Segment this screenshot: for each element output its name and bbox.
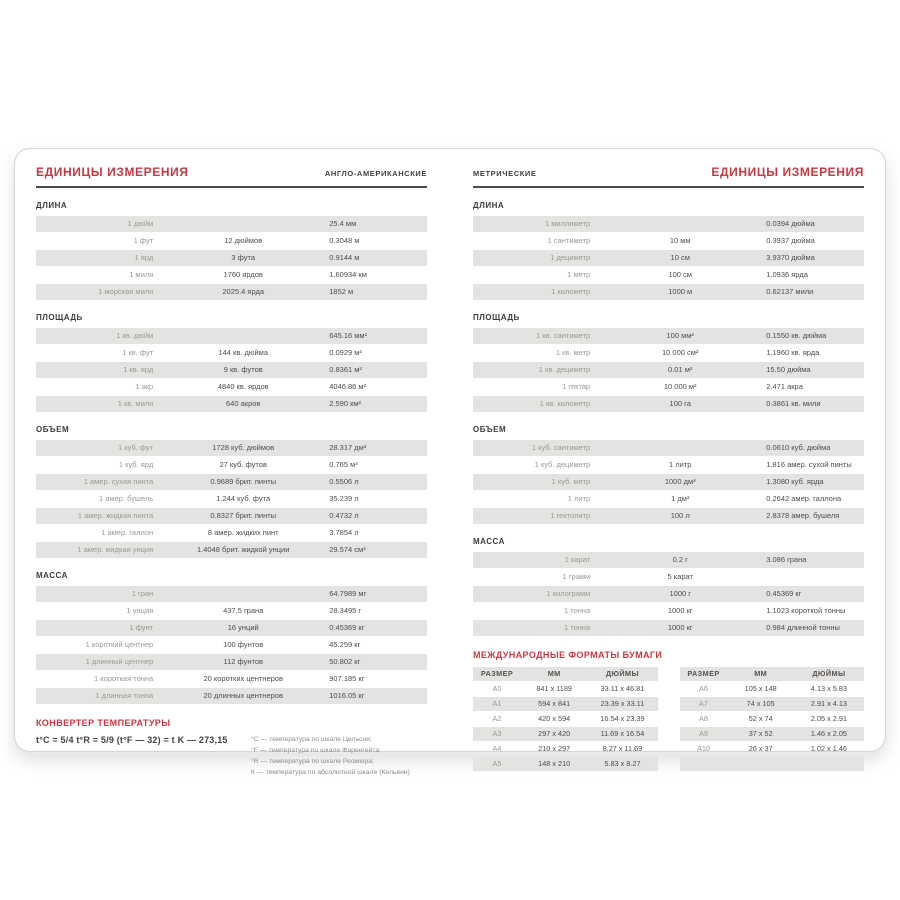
table-cell: A1	[492, 699, 502, 708]
table-cell: 1000 дм³	[664, 477, 696, 486]
table-cell: 1 дюйм	[127, 219, 154, 228]
table-cell: 9 кв. футов	[223, 365, 263, 374]
left-page	[36, 162, 427, 776]
header-rule	[473, 186, 864, 188]
table-cell: 35.239 л	[329, 494, 359, 503]
table-cell: 1.1023 короткой тонны	[766, 606, 846, 615]
table-cell: 640 акров	[226, 399, 261, 408]
table-row	[36, 586, 427, 602]
table-cell: ДЮЙМЫ	[605, 669, 640, 678]
table-cell: 2.05 x 2.91	[810, 714, 847, 723]
table-row	[473, 569, 864, 585]
table-row	[36, 440, 427, 456]
table-cell: 210 x 297	[538, 744, 571, 753]
table-cell: 148 x 210	[538, 759, 571, 768]
table-row	[36, 345, 427, 361]
table-cell: A8	[699, 714, 708, 723]
table-cell: 1760 ярдов	[223, 270, 263, 279]
table-row	[36, 474, 427, 490]
table-cell: 1 амер. жидкая пинта	[77, 511, 154, 520]
table-cell: 100 см	[668, 270, 692, 279]
table-row	[36, 396, 427, 412]
table-cell: 2.590 км²	[329, 399, 362, 408]
table-row	[36, 508, 427, 524]
table-row	[36, 267, 427, 283]
table-row	[473, 345, 864, 361]
table-cell: A5	[492, 759, 502, 768]
table-cell: 1 грамм	[562, 572, 591, 581]
table-cell: 1 литр	[567, 494, 591, 503]
table-cell: 1 тонна	[563, 606, 591, 615]
table-cell: 25.4 мм	[329, 219, 357, 228]
paper-formats-title: МЕЖДУНАРОДНЫЕ ФОРМАТЫ БУМАГИ	[473, 650, 663, 660]
table-cell: 1 кв. метр	[555, 348, 591, 357]
table-cell: 1 куб. ярд	[118, 460, 154, 469]
table-cell: A6	[699, 684, 708, 693]
table-row	[36, 654, 427, 670]
table-row	[473, 682, 658, 696]
table-cell: 1 кв. сантиметр	[536, 331, 591, 340]
table-cell: 1 короткий центнер	[85, 640, 154, 649]
table-row	[473, 742, 658, 756]
table-cell: 23.39 x 33.11	[600, 699, 645, 708]
table-row	[36, 620, 427, 636]
table-row	[36, 233, 427, 249]
table-row	[680, 727, 865, 741]
table-cell: 1 килограмм	[546, 589, 591, 598]
table-cell: 0.01 м²	[668, 365, 693, 374]
table-cell: 4.13 x 5.83	[810, 684, 847, 693]
table-cell: 645.16 мм²	[329, 331, 368, 340]
table-cell: 1 ярд	[134, 253, 154, 262]
table-row	[473, 440, 864, 456]
table-cell: 2.471 акра	[766, 382, 803, 391]
table-cell: 1 амер. бушель	[99, 494, 154, 503]
table-cell: 4840 кв. ярдов	[217, 382, 269, 391]
table-cell: 1 литр	[669, 460, 692, 469]
section-title: ОБЪЕМ	[36, 425, 70, 434]
table-row	[473, 552, 864, 568]
table-cell: A2	[492, 714, 502, 723]
table-cell: 3.9370 дюйма	[766, 253, 815, 262]
table-cell: ДЮЙМЫ	[812, 669, 846, 678]
table-cell: 1000 кг	[667, 606, 693, 615]
table-cell: 1728 куб. дюймов	[212, 443, 275, 452]
section-volume	[36, 425, 427, 558]
table-cell: 0.0610 куб. дюйма	[766, 443, 831, 452]
table-row	[473, 727, 658, 741]
table-cell: A0	[492, 684, 502, 693]
table-cell: 0.0394 дюйма	[766, 219, 815, 228]
length-table	[473, 216, 864, 300]
table-row	[473, 267, 864, 283]
table-row	[36, 688, 427, 704]
table-row	[473, 586, 864, 602]
table-cell: 10 мм	[669, 236, 691, 245]
table-row	[473, 284, 864, 300]
table-cell: 1 гран	[131, 589, 154, 598]
table-cell: 1 куб. сантиметр	[531, 443, 591, 452]
table-row	[680, 742, 865, 756]
table-cell: A9	[699, 729, 708, 738]
table-row	[473, 712, 658, 726]
table-row	[36, 379, 427, 395]
table-row	[473, 216, 864, 232]
table-cell: ММ	[754, 669, 768, 678]
table-cell: 1 дециметр	[550, 253, 591, 262]
table-cell: 1 кв. ярд	[123, 365, 154, 374]
table-cell: 0.45369 кг	[329, 623, 365, 632]
table-row	[473, 491, 864, 507]
table-cell: 594 x 841	[538, 699, 571, 708]
table-cell: 0.3861 кв. мили	[766, 399, 821, 408]
header-rule	[36, 186, 427, 188]
table-cell: 105 x 148	[744, 684, 777, 693]
section-title: ПЛОЩАДЬ	[473, 313, 520, 322]
table-cell: 297 x 420	[538, 729, 571, 738]
table-row	[36, 525, 427, 541]
section-area	[473, 313, 864, 412]
table-cell: 33.11 x 46.81	[600, 684, 645, 693]
table-row	[473, 362, 864, 378]
table-cell: 0.984 длинной тонны	[766, 623, 840, 632]
page-title: ЕДИНИЦЫ ИЗМЕРЕНИЯ	[36, 165, 189, 179]
table-row	[473, 757, 658, 771]
table-cell: 100 га	[669, 399, 691, 408]
table-cell: 1.0936 ярда	[766, 270, 808, 279]
table-cell: 74 x 105	[746, 699, 775, 708]
table-cell: 26 x 37	[748, 744, 773, 753]
section-title: МАССА	[36, 571, 68, 580]
table-row	[36, 542, 427, 558]
table-cell: 1 миллиметр	[544, 219, 591, 228]
table-cell: 28.3495 г	[329, 606, 362, 615]
table-cell: 1.4048 брит. жидкой унции	[197, 545, 290, 554]
table-cell: 10 000 см²	[662, 348, 699, 357]
section-title: ОБЪЕМ	[473, 425, 507, 434]
table-cell: 16.54 x 23.39	[600, 714, 645, 723]
table-cell: 1 амер. жидкая унция	[77, 545, 154, 554]
table-row	[680, 757, 865, 771]
table-cell: 1 метр	[567, 270, 591, 279]
table-cell: 420 x 594	[538, 714, 571, 723]
table-header-row	[473, 667, 658, 681]
table-row	[680, 682, 865, 696]
table-cell: 0.9144 м	[329, 253, 360, 262]
table-cell: 1 карат	[564, 555, 591, 564]
table-cell: 2.91 x 4.13	[810, 699, 847, 708]
table-cell: 64.7989 мг	[329, 589, 367, 598]
note-fahrenheit: °F — температура по шкале Фаренгейта;	[251, 746, 382, 754]
table-row	[473, 508, 864, 524]
table-row	[473, 603, 864, 619]
table-cell: 1.02 x 1.46	[810, 744, 847, 753]
section-length	[473, 201, 864, 300]
table-cell: 8.27 x 11.69	[602, 744, 643, 753]
section-area	[36, 313, 427, 412]
section-title: ПЛОЩАДЬ	[36, 313, 83, 322]
table-row	[473, 233, 864, 249]
table-row	[36, 250, 427, 266]
table-cell: 1 куб. метр	[551, 477, 591, 486]
table-cell: 1 сантиметр	[547, 236, 591, 245]
left-page-header	[36, 162, 427, 179]
paper-formats	[473, 650, 864, 772]
table-cell: 1 амер. галлон	[101, 528, 154, 537]
table-cell: 27 куб. футов	[219, 460, 267, 469]
table-cell: 100 л	[670, 511, 690, 520]
table-cell: 1 куб. дециметр	[534, 460, 591, 469]
table-cell: 1 куб. фут	[118, 443, 154, 452]
temperature-formula: t°C = 5/4 t°R = 5/9 (t°F — 32) = t K — 273,15	[36, 735, 228, 745]
temperature-converter	[36, 718, 427, 779]
planner-spread	[14, 148, 886, 776]
table-cell: 1 амер. сухая пинта	[83, 477, 154, 486]
table-row	[473, 474, 864, 490]
table-cell: 1 километр	[551, 287, 591, 296]
table-cell: 144 кв. дюйма	[218, 348, 268, 357]
table-cell: 1 миля	[129, 270, 154, 279]
section-title: ДЛИНА	[36, 201, 68, 210]
table-cell: 0.765 м³	[329, 460, 358, 469]
table-cell: 1.1960 кв. ярда	[766, 348, 820, 357]
table-cell: 0.3937 дюйма	[766, 236, 815, 245]
table-row	[473, 396, 864, 412]
table-cell: 1 гектолитр	[550, 511, 591, 520]
table-cell: A4	[492, 744, 502, 753]
table-cell: 437.5 грана	[223, 606, 264, 615]
section-mass	[36, 571, 427, 704]
table-cell: 1 унция	[126, 606, 154, 615]
volume-table	[36, 440, 427, 558]
page-subtitle: МЕТРИЧЕСКИЕ	[473, 169, 537, 178]
table-cell: 11.69 x 16.54	[600, 729, 645, 738]
table-cell: 20 коротких центнеров	[203, 674, 283, 683]
table-cell: 1 гектар	[562, 382, 591, 391]
table-cell: 0.2642 амер. галлона	[766, 494, 842, 503]
table-cell: A3	[492, 729, 502, 738]
table-cell: 1 фунт	[129, 623, 154, 632]
length-table	[36, 216, 427, 300]
table-cell: 0.8327 брит. пинты	[210, 511, 277, 520]
table-cell: 1000 м	[668, 287, 693, 296]
table-cell: 1852 м	[329, 287, 354, 296]
table-cell: 4046.86 м²	[329, 382, 367, 391]
table-cell: 2.8378 амер. бушеля	[766, 511, 840, 520]
table-cell: 3 фута	[231, 253, 256, 262]
table-cell: 907.185 кг	[329, 674, 365, 683]
table-cell: 1 кв. дециметр	[538, 365, 591, 374]
mass-table	[36, 586, 427, 704]
table-cell: 37 x 52	[748, 729, 773, 738]
table-cell: 1.46 x 2.05	[810, 729, 847, 738]
note-reaumur: °R — температура по шкале Реомюра;	[251, 757, 374, 765]
table-cell: 1 кв. километр	[539, 399, 591, 408]
table-cell: 1 длинная тонна	[95, 691, 154, 700]
table-cell: 0.2 г	[672, 555, 688, 564]
table-cell: 12 дюймов	[224, 236, 263, 245]
table-cell: 0.4732 л	[329, 511, 359, 520]
table-cell: 15.50 дюйма	[766, 365, 811, 374]
table-cell: 1 кв. миля	[117, 399, 154, 408]
mass-table	[473, 552, 864, 636]
table-row	[473, 250, 864, 266]
paper-formats-tables	[473, 667, 864, 772]
table-cell: 0.3048 м	[329, 236, 360, 245]
table-cell: 5.83 x 8.27	[604, 759, 641, 768]
table-cell: ММ	[547, 669, 561, 678]
note-celsius: °C — температура по шкале Цельсия;	[251, 736, 372, 743]
table-cell: A10	[696, 744, 710, 753]
volume-table	[473, 440, 864, 524]
table-cell: 1 фут	[133, 236, 154, 245]
paper-table-a6-a10	[680, 667, 865, 772]
table-row	[473, 457, 864, 473]
table-cell: 8 амер. жидких пинт	[207, 528, 279, 537]
table-row	[680, 712, 865, 726]
table-header-row	[680, 667, 865, 681]
section-length	[36, 201, 427, 300]
table-cell: 112 фунтов	[223, 657, 263, 666]
temperature-notes	[251, 735, 427, 779]
table-cell: 1 тонна	[563, 623, 591, 632]
table-cell: 100 мм²	[666, 331, 694, 340]
table-cell: 0.8361 м²	[329, 365, 362, 374]
table-cell: 5 карат	[667, 572, 693, 581]
table-cell: 16 унций	[227, 623, 259, 632]
table-cell: 20 длинных центнеров	[203, 691, 283, 700]
temperature-converter-title: КОНВЕРТЕР ТЕМПЕРАТУРЫ	[36, 718, 171, 728]
table-cell: 52 x 74	[748, 714, 773, 723]
area-table	[473, 328, 864, 412]
table-row	[473, 328, 864, 344]
section-volume	[473, 425, 864, 524]
table-cell: 1 акр	[135, 382, 154, 391]
table-cell: A7	[699, 699, 708, 708]
table-row	[36, 284, 427, 300]
table-cell: 1 длинный центнер	[85, 657, 154, 666]
paper-table-a0-a5	[473, 667, 658, 772]
table-cell: 1 дм³	[671, 494, 690, 503]
table-row	[36, 216, 427, 232]
table-cell: 1.60934 км	[329, 270, 367, 279]
table-cell: 45.259 кг	[329, 640, 361, 649]
table-cell: РАЗМЕР	[687, 669, 720, 678]
table-cell: 1.816 амер. сухой пинты	[766, 460, 852, 469]
table-cell: 0.45369 кг	[766, 589, 802, 598]
page-subtitle: АНГЛО-АМЕРИКАНСКИЕ	[324, 169, 427, 178]
table-cell: 0.0929 м²	[329, 348, 362, 357]
table-row	[36, 328, 427, 344]
table-cell: 100 фунтов	[223, 640, 264, 649]
table-cell: 1000 г	[669, 589, 691, 598]
section-title: МАССА	[473, 537, 505, 546]
section-title: ДЛИНА	[473, 201, 505, 210]
area-table	[36, 328, 427, 412]
page-title: ЕДИНИЦЫ ИЗМЕРЕНИЯ	[711, 165, 864, 179]
table-row	[473, 697, 658, 711]
table-row	[36, 362, 427, 378]
table-cell: 28.317 дм³	[329, 443, 367, 452]
table-cell: РАЗМЕР	[480, 669, 514, 678]
table-cell: 0.1550 кв. дюйма	[766, 331, 827, 340]
table-row	[36, 491, 427, 507]
table-cell: 1.244 куб. фута	[216, 494, 271, 503]
section-mass	[473, 537, 864, 636]
table-cell: 3.7854 л	[329, 528, 359, 537]
table-row	[473, 379, 864, 395]
table-cell: 50.802 кг	[329, 657, 361, 666]
table-cell: 1 морская миля	[98, 287, 154, 296]
table-row	[36, 457, 427, 473]
table-cell: 1 короткая тонна	[94, 674, 154, 683]
table-row	[680, 697, 865, 711]
right-page-header	[473, 162, 864, 179]
table-cell: 10 000 м²	[663, 382, 697, 391]
right-page	[473, 162, 864, 768]
table-cell: 841 x 1189	[536, 684, 572, 693]
note-kelvin: К — температура по абсолютной шкале (Кельвин)	[251, 768, 410, 776]
table-cell: 10 см	[670, 253, 690, 262]
table-cell: 3.086 грана	[766, 555, 807, 564]
table-row	[36, 671, 427, 687]
table-cell: 2025.4 ярда	[222, 287, 265, 296]
table-cell: 1016.05 кг	[329, 691, 365, 700]
table-cell: 1 кв. фут	[122, 348, 154, 357]
table-cell: 0.9689 брит. пинты	[210, 477, 277, 486]
table-row	[473, 620, 864, 636]
table-cell: 1 кв. дюйм	[116, 331, 154, 340]
temperature-converter-body	[36, 735, 427, 779]
table-cell: 1.3080 куб. ярда	[766, 477, 824, 486]
table-row	[36, 637, 427, 653]
table-cell: 0.62137 мили	[766, 287, 814, 296]
table-cell: 1000 кг	[667, 623, 693, 632]
table-row	[36, 603, 427, 619]
table-cell: 29.574 см³	[329, 545, 366, 554]
table-cell: 0.5506 л	[329, 477, 359, 486]
